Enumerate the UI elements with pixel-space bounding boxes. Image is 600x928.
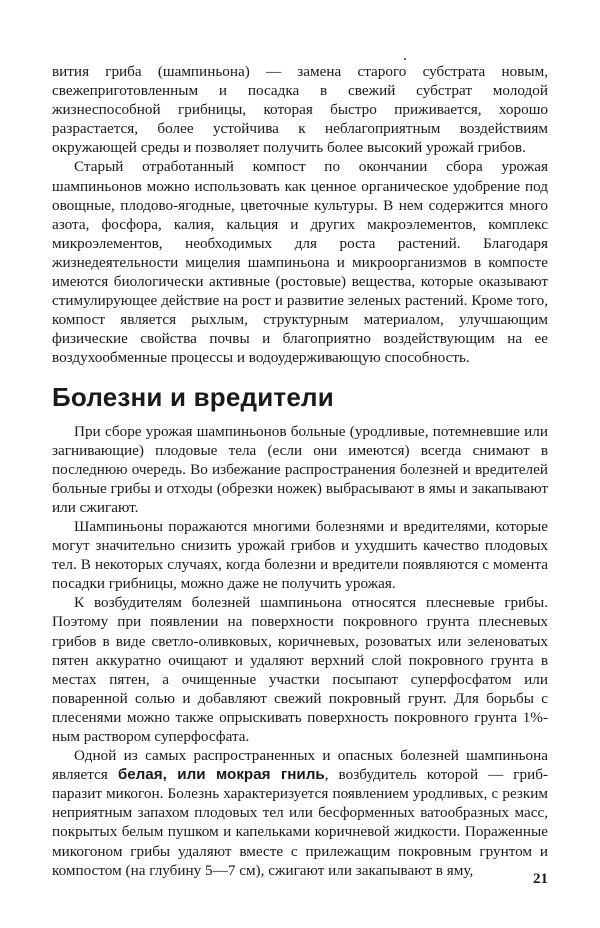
print-speck bbox=[404, 58, 406, 60]
section-heading: Болезни и вредители bbox=[52, 381, 334, 412]
paragraph-diseases: Шампиньоны поражаются многими болезнями и вредителями, которые могут значительно снизить урожай грибов и ухудшить качество плодовых тел. В некоторых случаях, когда болезни и вредители появляются с момента посадки грибницы, можно даже не получить урожая. bbox=[52, 517, 548, 593]
wet-rot-description: , возбудитель которой — гриб-паразит микогон. Болезнь характеризуется появлением уродливых, с резким неприятным запахом плодовых тел или бесформенных ватообразных масс, покрытых белым пушком и капельками коричневой жидкости. Пораженные микогоном грибы удаляют вместе с прилежащим покровным грунтом и компостом (на глубину 5—7 см), сжигают или закапывают в яму, bbox=[52, 766, 549, 879]
page-number: 21 bbox=[533, 871, 548, 887]
paragraph-wet-rot bbox=[52, 746, 548, 880]
wet-rot-intro: Одной из самых распространенных и опасных болезней шампиньона является bbox=[52, 747, 548, 784]
paragraph-molds: К возбудителям болезней шампиньона относятся плесневые грибы. Поэтому при появлении на поверхности покровного грунта плесневых грибов в виде светло-оливковых, коричневых, розоватых или зеленоватых пятен аккуратно очищают и удаляют верхний слой покровного грунта в местах пятен, а очищенные участки посыпают суперфосфатом или поваренной солью и добавляют свежий покровный грунт. Для борьбы с плесенями можно также опрыскивать поверхность покровного грунта 1%-ным раствором суперфосфата. bbox=[52, 594, 548, 745]
paragraph-continuation: вития гриба (шампиньона) — замена старого субстрата новым, свежеприготовленным и посадка в свежий субстрат молодой жизнеспособной грибницы, которая быстро приживается, хорошо разрастается, более устойчива к неблагоприятным воздействиям окружающей среды и позволяет получить более высокий урожай грибов. bbox=[52, 63, 548, 157]
paragraph-compost: Старый отработанный компост по окончании сбора урожая шампиньонов можно использовать как ценное органическое удобрение под овощные, плодово-ягодные, цветочные культуры. В нем содержится много азота, фосфора, калия, кальция и других макроэлементов, комплекс микроэлементов, необходимых для роста растений. Благодаря жизнедеятельности мицелия шампиньона и микроорганизмов в компосте имеются биологически активные (ростовые) вещества, которые оказывают стимулирующее действие на рост и развитие зеленых растений. Кроме того, компост является рыхлым, структурным материалом, улучшающим физические свойства почвы и благоприятно воздействующим на ее воздухообменные процессы и водоудерживающую способность. bbox=[52, 158, 548, 367]
page-body bbox=[52, 62, 548, 880]
wet-rot-term: белая, или мокрая гниль bbox=[117, 766, 325, 784]
paragraph-harvest: При сборе урожая шампиньонов больные (уродливые, потемневшие или загнивающие) плодовые тела (если они имеются) всегда снимают в последнюю очередь. Во избежание распространения болезней и вредителей больные грибы и отходы (обрезки ножек) выбрасывают в ямы и закапывают или сжигают. bbox=[52, 422, 548, 516]
